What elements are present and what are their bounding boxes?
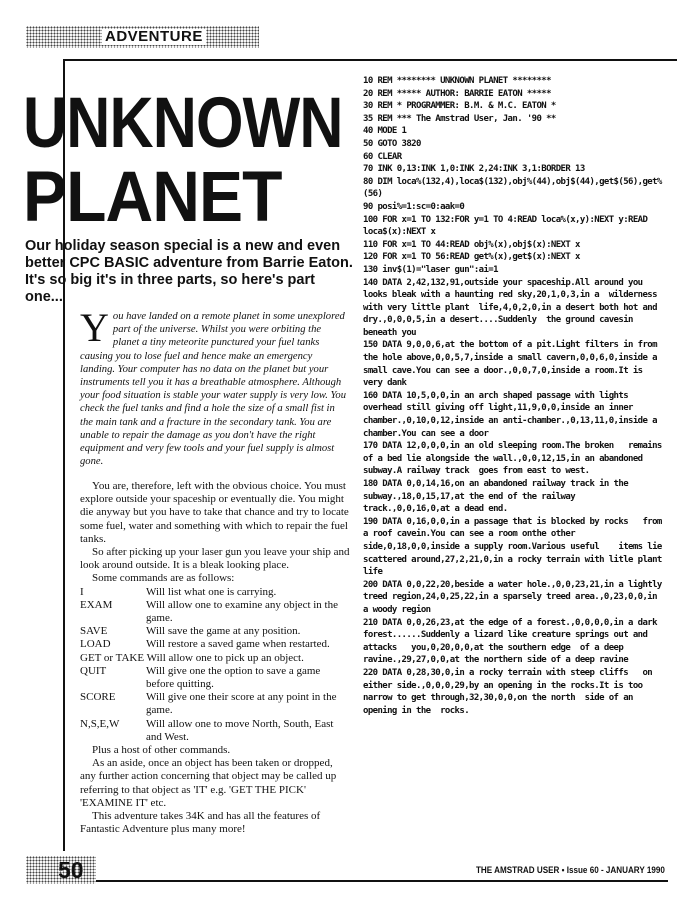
command-key: I	[80, 585, 84, 598]
body-paragraph: As an aside, once an object has been taken or dropped, any further action concerning that object may be called up referring to that object as 'IT' e.g. 'GET THE PICK' 'EXAMINE IT' etc.	[80, 757, 337, 809]
code-line: 10 REM ******** UNKNOWN PLANET ********	[363, 76, 551, 86]
intro-text: ou have landed on a remote planet in some unexplored part of the universe. Whilst you were orbiting the planet a tiny meteorite punctured your fuel tanks causing you to lose fuel and hence make an emergency landing. Your computer has no data on the planet but your instruments tell you it has a breathable atmosphere. Although your food situation is stable your water supply is very low. You check the fuel tanks and find a hole the size of a small fist in the main tank and a fracture in the secondary tank. You are unable to repair the damage as you don't have the right equipment and very few tools and your fuel supply is almost gone.	[80, 311, 347, 468]
body-paragraph: This adventure takes 34K and has all the features of Fantastic Adventure plus many more!	[80, 810, 321, 836]
code-line: 110 FOR x=1 TO 44:READ obj%(x),obj$(x):NEXT x	[363, 239, 580, 250]
code-line: 80 DIM loca%(132,4),loca$(132),obj%(44),obj$(44),get$(56),get%(56)	[363, 176, 662, 200]
command-desc: Will give one their score at any point in the game.	[146, 691, 337, 717]
command-row	[80, 625, 350, 638]
code-line: 130 inv$(1)="laser gun":ai=1	[363, 264, 498, 275]
section-label: ADVENTURE	[102, 29, 206, 45]
command-row	[80, 665, 350, 691]
code-line: 120 FOR x=1 TO 56:READ get%(x),get$(x):NEXT x	[363, 252, 580, 263]
page-number-badge	[26, 856, 96, 884]
command-get-take: GET or TAKE Will allow one to pick up an object.	[80, 651, 304, 664]
code-line: 190 DATA 0,16,0,0,in a passage that is blocked by rocks from a roof cavein.You can see a room onthe other side,0,18,0,0,inside a supply room.Various useful items lie scattered around,27,2,21,0,in a rocky terrain with litle plant life	[363, 516, 667, 578]
footer-credit: THE AMSTRAD USER • Issue 60 - JANUARY 1990	[476, 865, 665, 875]
command-row	[80, 638, 350, 651]
body-paragraph: Plus a host of other commands.	[92, 744, 231, 757]
code-line: 70 INK 0,13:INK 1,0:INK 2,24:INK 3,1:BORDER 13	[363, 164, 585, 175]
command-desc: Will allow one to examine any object in the game.	[146, 598, 339, 625]
command-key: SAVE	[80, 625, 108, 638]
code-line: 200 DATA 0,0,22,20,beside a water hole.,0,0,23,21,in a lightly treed region,24,0,25,22,in a sparsely treed area.,0,23,0,0,in a woody region	[363, 579, 667, 615]
command-row	[80, 586, 350, 599]
command-desc: Will restore a saved game when restarted.	[146, 638, 330, 651]
command-key: QUIT	[80, 664, 107, 677]
code-line: 170 DATA 12,0,0,0,in an old sleeping room.The broken remains of a bed lie alongside the wall.,0,0,12,15,in an abandoned subway.A railway track goes from east to west.	[363, 441, 667, 477]
body-paragraph: You are, therefore, left with the obvious choice. You must explore outside your spaceship or eventually die. You might die anyway but you have to take that chance and try to locate some fuel, water and something with which to repair the fuel tanks.	[80, 480, 349, 545]
code-line: 140 DATA 2,42,132,91,outside your spaceship.All around you looks bleak with a haunting red sky,20,1,0,3,in a wilderness with very little plant life,4,0,2,0,in a desert both hot and dry.,0,0,0,5,in a desert....Suddenly the ground cavesin beneath you	[363, 277, 662, 338]
command-key: LOAD	[80, 638, 111, 651]
command-desc: Will save the game at any position.	[146, 625, 301, 638]
basic-listing	[363, 75, 667, 717]
command-key: N,S,E,W	[80, 717, 120, 730]
command-desc: Will allow one to move North, South, East and West.	[146, 717, 334, 743]
body-paragraph: So after picking up your laser gun you leave your ship and look around outside. It is a bleak looking place.	[80, 546, 350, 572]
intro-paragraph	[80, 305, 348, 468]
code-line: 220 DATA 0,28,30,0,in a rocky terrain with steep cliffs on either side.,0,0,0,29,by an opening in the rocks.It is too narrow to get through,32,30,0,0,on the north side of an opening in the rocks.	[363, 667, 662, 716]
footer-rule	[96, 880, 668, 882]
code-line: 50 GOTO 3820	[363, 138, 421, 149]
code-line: 60 CLEAR	[363, 151, 402, 162]
code-line: 40 MODE 1	[363, 126, 407, 137]
code-line: 210 DATA 0,0,26,23,at the edge of a forest.,0,0,0,0,in a dark forest......Suddenly a lizard like creature springs out and attacks you,0,20,0,0,at the southern edge of a deep ravine.,29,27,0,0,at the northern side of a deep ravine	[363, 617, 662, 666]
code-line: 35 REM *** The Amstrad User, Jan. '90 **	[363, 113, 556, 124]
command-row	[80, 599, 350, 625]
command-key: EXAM	[80, 598, 113, 611]
article-body	[80, 480, 350, 836]
code-line: 20 REM ***** AUTHOR: BARRIE EATON *****	[363, 88, 551, 99]
headline-line-1: UNKNOWN	[23, 84, 343, 163]
code-line: 30 REM * PROGRAMMER: B.M. & M.C. EATON *	[363, 101, 556, 112]
code-line: 180 DATA 0,0,14,16,on an abandoned railway track in the subway.,18,0,15,17,at the end of the railway track.,0,0,16,0,at a dead end.	[363, 479, 643, 515]
command-row	[80, 718, 350, 744]
headline-line-2: PLANET	[23, 158, 282, 237]
code-line: 150 DATA 9,0,0,6,at the bottom of a pit.Light filters in from the hole above,0,0,5,7,inside a small cavern,0,0,6,0,inside a small cave.You can see a door.,0,0,7,0,inside a room.It is very dank	[363, 340, 662, 389]
command-key: SCORE	[80, 691, 116, 704]
command-desc: Will list what one is carrying.	[146, 585, 277, 598]
drop-cap: Y	[80, 305, 109, 350]
commands-intro: Some commands are as follows:	[92, 572, 235, 585]
code-line: 100 FOR x=1 TO 132:FOR y=1 TO 4:READ loca%(x,y):NEXT y:READ loca$(x):NEXT x	[363, 214, 653, 238]
code-line: 90 posi%=1:sc=0:aak=0	[363, 201, 465, 212]
standfirst: Our holiday season special is a new and even better CPC BASIC adventure from Barrie Eaton. It's so big it's in three parts, so here's part one...	[25, 238, 353, 305]
section-tab	[26, 26, 259, 48]
page-number: 50	[58, 857, 84, 883]
command-row	[80, 691, 350, 717]
code-line: 160 DATA 10,5,0,0,in an arch shaped passage with lights overhead still giving off light,11,9,0,0,inside an inner chamber.,0,10,0,12,inside an anti-chamber.,0,13,11,0,inside a chamber.You can see a door	[363, 390, 662, 439]
command-desc: Will give one the option to save a game before quitting.	[146, 664, 321, 691]
